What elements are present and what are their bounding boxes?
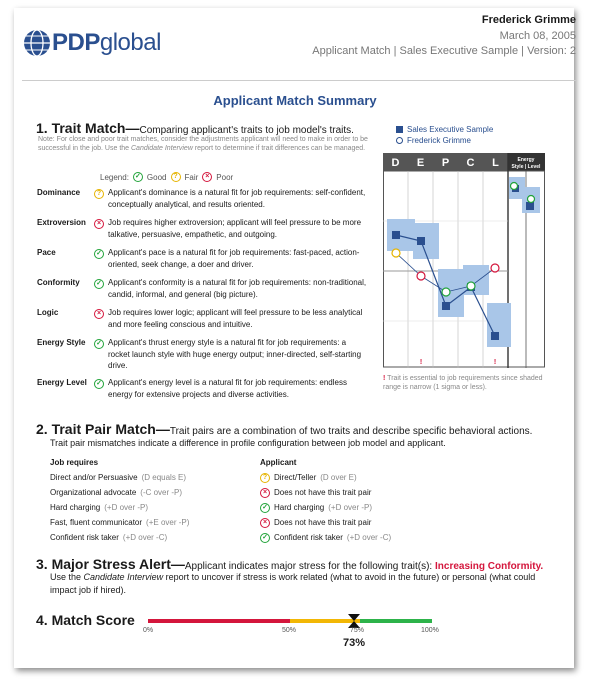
trait-name: Logic bbox=[37, 308, 59, 317]
pair-job-label: Fast, fluent communicator bbox=[50, 518, 143, 527]
trait-row-energy-level bbox=[37, 377, 367, 400]
chart-column-label-l: L bbox=[492, 157, 499, 169]
applicant-column: Applicant ? Direct/Teller (D over E) × Does not have this trait pair ✓ Hard charging (+D over -P) × Does not have this trait pair ✓ Confident risk taker (+D over -C) bbox=[260, 458, 391, 545]
x-circle-icon: × bbox=[260, 488, 270, 498]
pair-applicant-label: Does not have this trait pair bbox=[274, 488, 372, 497]
trait-name: Dominance bbox=[37, 188, 81, 197]
trait-description: Applicant's dominance is a natural fit for job requirements: self-confident, conceptually analytical, and results oriented. bbox=[108, 188, 366, 209]
section-match-score-heading: 4. Match Score bbox=[36, 612, 135, 628]
trait-profile-chart bbox=[383, 153, 545, 368]
question-circle-icon: ? bbox=[260, 473, 270, 483]
essential-mark: ! bbox=[493, 359, 497, 366]
applicant-marker bbox=[511, 183, 518, 190]
header-divider bbox=[22, 80, 576, 81]
trait-description: Applicant's energy level is a natural fit for job requirements: endless energy for extensive projects and diverse activities. bbox=[108, 378, 347, 399]
pair-applicant-label: Hard charging bbox=[274, 503, 325, 512]
applicant-marker bbox=[392, 249, 400, 257]
energy-header-sublabel: Style | Level bbox=[511, 164, 541, 170]
trait-description: Applicant's pace is a natural fit for job requirements: fast-paced, action-oriented, seek change, a doer and driver. bbox=[108, 248, 360, 269]
pair-job-note: (+E over -P) bbox=[146, 518, 190, 527]
report-date: March 08, 2005 bbox=[499, 30, 576, 42]
chart-legend: Sales Executive Sample Frederick Grimme bbox=[396, 125, 493, 147]
question-circle-icon: ? bbox=[94, 189, 104, 199]
trait-description: Applicant's conformity is a natural fit for job requirements: non-traditional, candid, informal, and general (big picture). bbox=[108, 278, 367, 299]
trait-row-pace bbox=[37, 247, 367, 270]
pair-job-note: (-C over -P) bbox=[140, 488, 183, 497]
applicant-marker bbox=[491, 264, 499, 272]
check-circle-icon: ✓ bbox=[94, 279, 104, 289]
trait-row-conformity bbox=[37, 277, 367, 300]
applicant-marker bbox=[528, 196, 535, 203]
job-marker bbox=[491, 332, 499, 340]
pair-row-applicant bbox=[260, 530, 391, 545]
score-tick-label: 0% bbox=[143, 627, 154, 634]
pair-applicant-note: (D over E) bbox=[320, 473, 357, 482]
score-bar-high bbox=[360, 619, 432, 623]
pair-job-note: (D equals E) bbox=[141, 473, 187, 482]
job-marker bbox=[417, 237, 425, 245]
pair-row-job bbox=[50, 470, 189, 485]
check-circle-icon: ✓ bbox=[94, 379, 104, 389]
x-circle-icon: × bbox=[202, 172, 212, 182]
trait-match-note: Note: For close and poor trait matches, consider the adjustments applicant will need to make in order to be successful in the job. Use the Candidate Interview report to determine if trait differences can be managed. bbox=[38, 136, 368, 152]
score-marker-icon bbox=[348, 614, 360, 628]
trait-row-extroversion bbox=[37, 217, 367, 240]
pair-job-label: Direct and/or Persuasive bbox=[50, 473, 138, 482]
pdp-logo bbox=[22, 28, 161, 58]
applicant-marker bbox=[467, 282, 475, 290]
check-circle-icon: ✓ bbox=[94, 249, 104, 259]
check-circle-icon: ✓ bbox=[133, 172, 143, 182]
trait-name: Energy Level bbox=[37, 378, 87, 387]
pair-applicant-label: Confident risk taker bbox=[274, 533, 343, 542]
check-circle-icon: ✓ bbox=[260, 503, 270, 513]
status-legend: Legend: ✓ Good ? Fair × Poor bbox=[100, 172, 234, 182]
job-requires-column: Job requires Direct and/or Persuasive (D equals E) Organizational advocate (-C over -P) Hard charging (+D over -P) Fast, fluent communicator (+E over -P) Confident risk taker (+D over -C) bbox=[50, 458, 189, 545]
pair-job-label: Hard charging bbox=[50, 503, 101, 512]
pair-row-job bbox=[50, 515, 189, 530]
pair-job-label: Organizational advocate bbox=[50, 488, 137, 497]
score-tick-label: 75% bbox=[350, 627, 365, 634]
chart-footnote: ! Trait is essential to job requirements since shaded range is narrow (1 sigma or less). bbox=[383, 375, 543, 392]
trait-row-logic bbox=[37, 307, 367, 330]
logo-text: PDPglobal bbox=[52, 29, 161, 56]
x-circle-icon: × bbox=[94, 309, 104, 319]
pair-job-note: (+D over -C) bbox=[122, 533, 168, 542]
match-score-value: 73% bbox=[343, 637, 366, 649]
check-circle-icon: ✓ bbox=[260, 533, 270, 543]
chart-column-label-p: P bbox=[441, 157, 450, 169]
pair-job-note: (+D over -P) bbox=[104, 503, 149, 512]
job-marker-legend bbox=[396, 126, 403, 133]
trait-pair-description: Trait pair mismatches indicate a difference in profile configuration between job model and applicant. bbox=[50, 438, 446, 448]
x-circle-icon: × bbox=[260, 518, 270, 528]
chart-column-label-d: D bbox=[391, 157, 400, 169]
pair-row-applicant bbox=[260, 470, 391, 485]
report-meta: Applicant Match | Sales Executive Sample | Version: 2 bbox=[312, 45, 576, 57]
score-tick-label: 50% bbox=[282, 627, 297, 634]
trait-name: Energy Style bbox=[37, 338, 86, 347]
job-marker bbox=[526, 202, 534, 210]
job-marker bbox=[442, 302, 450, 310]
applicant-name: Frederick Grimme bbox=[481, 14, 576, 26]
chart-column-label-c: C bbox=[466, 157, 475, 169]
trait-description: Applicant's thrust energy style is a natural fit for job requirements: a rocket launch style with huge energy output; inner-directed, self-starting drive. bbox=[108, 338, 362, 371]
trait-description: Job requires lower logic; applicant will feel pressure to be less analytical and more feeling conscious and intuitive. bbox=[108, 308, 363, 329]
stress-description: Use the Candidate Interview report to uncover if stress is work related (what to avoid in the future) or personal (what could impact job if hired). bbox=[50, 572, 536, 595]
pair-row-job bbox=[50, 530, 189, 545]
essential-mark: ! bbox=[419, 359, 423, 366]
applicant-marker bbox=[417, 272, 425, 280]
job-range-band bbox=[387, 219, 415, 251]
pair-row-applicant bbox=[260, 500, 391, 515]
pair-row-applicant bbox=[260, 515, 391, 530]
applicant-marker-legend bbox=[396, 137, 403, 144]
chart-column-label-e: E bbox=[416, 157, 425, 169]
page-title: Applicant Match Summary bbox=[213, 93, 377, 108]
x-circle-icon: × bbox=[94, 219, 104, 229]
trait-name: Extroversion bbox=[37, 218, 86, 227]
report-header bbox=[312, 14, 576, 60]
pair-job-label: Confident risk taker bbox=[50, 533, 119, 542]
pair-row-job bbox=[50, 485, 189, 500]
section-stress-heading: 3. Major Stress Alert—Applicant indicates major stress for the following trait(s): Increasing Conformity. bbox=[36, 556, 544, 572]
pair-row-applicant bbox=[260, 485, 391, 500]
trait-description: Job requires higher extroversion; applicant will feel pressure to be more talkative, persuasive, empathetic, and outgoing. bbox=[108, 218, 362, 239]
job-range-band bbox=[487, 303, 511, 347]
globe-icon bbox=[22, 28, 52, 58]
job-marker bbox=[392, 231, 400, 239]
pair-row-job bbox=[50, 500, 189, 515]
section-trait-pair-heading: 2. Trait Pair Match—Trait pairs are a combination of two traits and describe specific behavioral actions. bbox=[36, 421, 533, 437]
trait-row-dominance bbox=[37, 187, 367, 210]
check-circle-icon: ✓ bbox=[94, 339, 104, 349]
pair-applicant-label: Direct/Teller bbox=[274, 473, 317, 482]
score-tick-label: 100% bbox=[421, 627, 439, 634]
pair-applicant-label: Does not have this trait pair bbox=[274, 518, 372, 527]
trait-name: Pace bbox=[37, 248, 56, 257]
pair-applicant-note: (+D over -P) bbox=[328, 503, 373, 512]
score-bar-low bbox=[148, 619, 290, 623]
section-trait-match-heading: 1. Trait Match—Comparing applicant's traits to job model's traits. bbox=[36, 120, 354, 136]
pair-applicant-note: (+D over -C) bbox=[346, 533, 392, 542]
trait-name: Conformity bbox=[37, 278, 80, 287]
energy-header-label: Energy bbox=[517, 157, 535, 163]
trait-row-energy-style bbox=[37, 337, 367, 372]
applicant-marker bbox=[442, 288, 450, 296]
question-circle-icon: ? bbox=[171, 172, 181, 182]
